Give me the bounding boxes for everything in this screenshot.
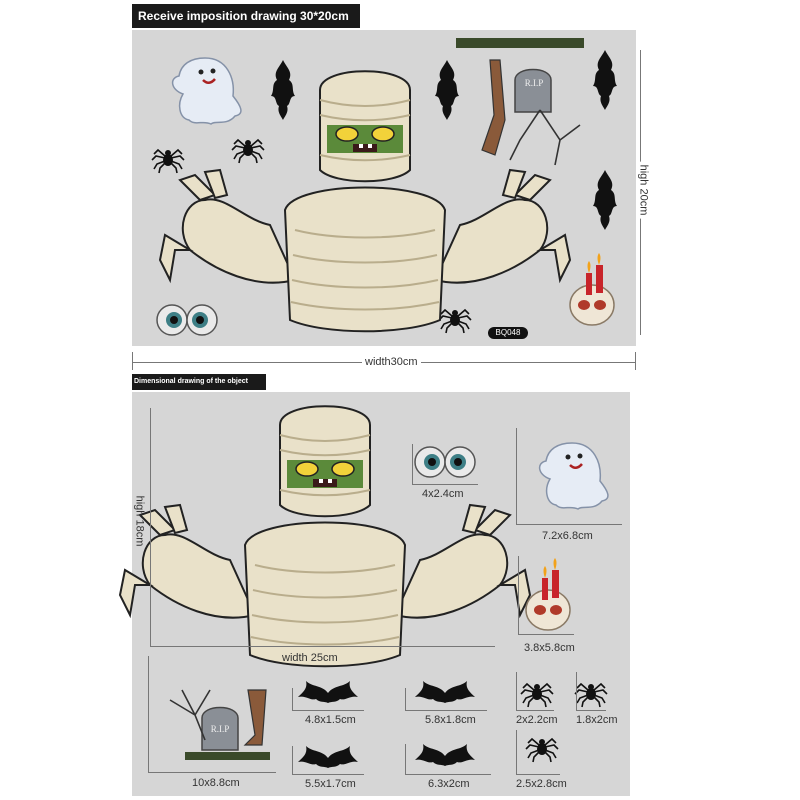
spider-object-2 bbox=[575, 684, 607, 707]
zombie-hand-object bbox=[245, 690, 266, 745]
spider2-guide-h bbox=[576, 710, 606, 711]
bat4-size-label: 6.3x2cm bbox=[428, 778, 470, 790]
product-code-badge: BQ048 bbox=[488, 327, 528, 339]
tombstone-text: R.I.P bbox=[524, 78, 544, 88]
mummy-width-label: width 25cm bbox=[282, 652, 338, 664]
tomb-guide-h bbox=[148, 772, 276, 773]
tomb-guide-v bbox=[148, 656, 149, 772]
dimensional-header: Dimensional drawing of the object bbox=[132, 374, 266, 390]
ghost-guide-h bbox=[516, 524, 622, 525]
spider3-size-label: 2.5x2.8cm bbox=[516, 778, 567, 790]
mummy-object bbox=[120, 406, 530, 666]
spider-object-3 bbox=[526, 739, 558, 762]
ghost-size-label: 7.2x6.8cm bbox=[542, 530, 593, 542]
skull-candle-object bbox=[526, 558, 570, 630]
bat2-guide-h bbox=[405, 710, 487, 711]
spider3-guide-v bbox=[516, 730, 517, 774]
bat3-guide-h bbox=[292, 774, 364, 775]
eyes-guide-h bbox=[412, 484, 478, 485]
eyeballs-object bbox=[415, 447, 475, 477]
ghost-guide-v bbox=[516, 428, 517, 524]
skull-size-label: 3.8x5.8cm bbox=[524, 642, 575, 654]
tombstone-size-label: 10x8.8cm bbox=[192, 777, 240, 789]
eyes-guide-v bbox=[412, 444, 413, 484]
imposition-height-label: high 20cm bbox=[637, 162, 649, 219]
imposition-header: Receive imposition drawing 30*20cm bbox=[132, 4, 360, 28]
mummy-height-label: high 18cm bbox=[133, 495, 146, 547]
skull-guide-v bbox=[518, 556, 519, 634]
bat1-guide-v bbox=[292, 688, 293, 710]
spider2-size-label: 1.8x2cm bbox=[576, 714, 618, 726]
bat1-size-label: 4.8x1.5cm bbox=[305, 714, 356, 726]
grass-object bbox=[185, 752, 270, 760]
eyes-size-label: 4x2.4cm bbox=[422, 488, 464, 500]
tombstone-object-text: R.I.P bbox=[210, 724, 230, 734]
bat-object-1 bbox=[298, 681, 358, 703]
skull-guide-h bbox=[518, 634, 574, 635]
bat-object-3 bbox=[298, 746, 358, 768]
spider2-guide-v bbox=[576, 672, 577, 710]
spider-object-1 bbox=[521, 684, 553, 707]
bat4-guide-h bbox=[405, 774, 491, 775]
spider3-guide-h bbox=[516, 774, 560, 775]
ghost-object bbox=[540, 443, 608, 509]
bat4-guide-v bbox=[405, 744, 406, 774]
bat2-guide-v bbox=[405, 688, 406, 710]
spider1-size-label: 2x2.2cm bbox=[516, 714, 558, 726]
mummy-width-line bbox=[150, 646, 495, 647]
bat1-guide-h bbox=[292, 710, 364, 711]
bat-object-4 bbox=[415, 744, 475, 766]
bat2-size-label: 5.8x1.8cm bbox=[425, 714, 476, 726]
imposition-width-label: width30cm bbox=[362, 356, 421, 368]
spider1-guide-v bbox=[516, 672, 517, 710]
spider1-guide-h bbox=[516, 710, 554, 711]
bat3-size-label: 5.5x1.7cm bbox=[305, 778, 356, 790]
bat-object-2 bbox=[415, 681, 475, 703]
bat3-guide-v bbox=[292, 746, 293, 774]
mummy-height-line bbox=[150, 408, 151, 646]
